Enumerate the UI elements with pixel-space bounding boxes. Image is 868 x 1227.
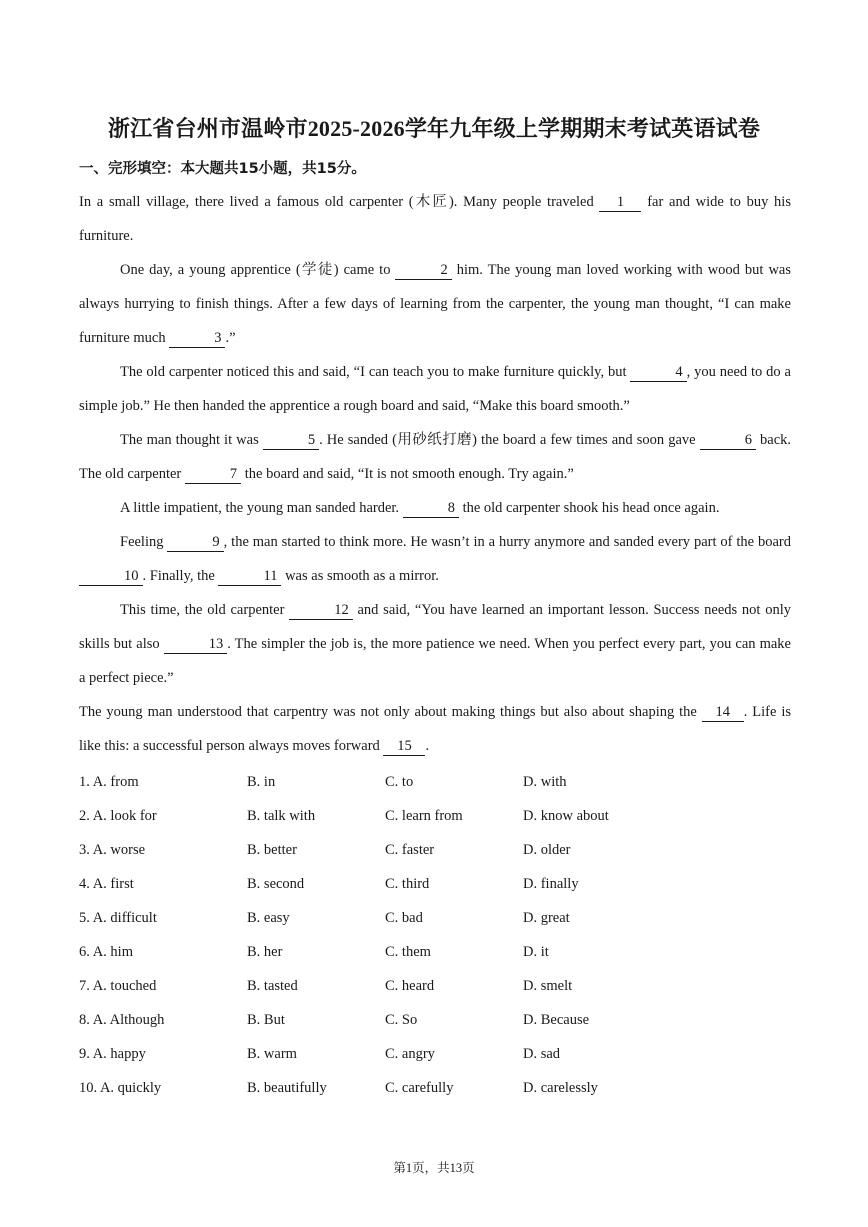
blank-10: 10 (79, 568, 143, 586)
option-b: B. her (247, 944, 283, 960)
text: . Finally, the (142, 568, 219, 584)
text: A little impatient, the young man sanded harder. (120, 500, 403, 516)
paragraph-8 (79, 695, 791, 763)
option-row-8 (79, 1003, 791, 1037)
cloze-passage (79, 185, 791, 763)
option-c: C. bad (385, 910, 423, 926)
option-d: D. sad (523, 1046, 561, 1062)
option-d: D. great (523, 910, 570, 926)
text: the board and said, “It is not smooth enough. Try again.” (241, 466, 574, 482)
blank-14: 14 (702, 704, 744, 722)
text: , you need to do a simple job.” He then handed the apprentice a rough board and said, “Make this board smooth.” (79, 364, 791, 414)
option-c: C. heard (385, 978, 435, 994)
blank-3: 3 (169, 330, 225, 348)
option-row-10 (79, 1071, 791, 1105)
text: him. The young man loved working with wood but was always hurrying to finish things. After a few days of learning from the carpenter, the young man thought, “I can make furniture much (79, 262, 791, 346)
option-row-3 (79, 833, 791, 867)
text: .” (225, 330, 236, 346)
blank-1: 1 (599, 194, 641, 212)
option-row-1 (79, 765, 791, 799)
paragraph-1 (79, 185, 791, 253)
text: . The simpler the job is, the more patience we need. When you perfect every part, you can make a perfect piece.” (79, 636, 791, 686)
text: was as smooth as a mirror. (281, 568, 439, 584)
option-c: C. faster (385, 842, 435, 858)
text: . He sanded (用砂纸打磨) the board a few times and soon gave (319, 432, 700, 448)
option-d: D. smelt (523, 978, 573, 994)
option-d: D. with (523, 774, 567, 790)
option-b: B. warm (247, 1046, 297, 1062)
option-b: B. second (247, 876, 305, 892)
option-b: B. easy (247, 910, 290, 926)
option-a: 2. A. look for (79, 808, 157, 824)
option-a: 8. A. Although (79, 1012, 165, 1028)
option-row-2 (79, 799, 791, 833)
text: . Life is like this: a successful person always moves forward (79, 704, 791, 754)
option-a: 7. A. touched (79, 978, 157, 994)
page-title: 浙江省台州市温岭市2025-2026学年九年级上学期期末考试英语试卷 (107, 116, 761, 141)
option-d: D. it (523, 944, 549, 960)
text: The old carpenter noticed this and said, “I can teach you to make furniture quickly, but (120, 364, 631, 380)
option-a: 5. A. difficult (79, 910, 157, 926)
blank-6: 6 (700, 432, 756, 450)
option-a: 6. A. him (79, 944, 133, 960)
option-row-5 (79, 901, 791, 935)
option-row-6 (79, 935, 791, 969)
text: One day, a young apprentice (学徒) came to (120, 262, 396, 278)
text: back. The old carpenter (79, 432, 792, 482)
option-d: D. older (523, 842, 571, 858)
blank-2: 2 (395, 262, 451, 280)
option-b: B. tasted (247, 978, 298, 994)
option-row-4 (79, 867, 791, 901)
paragraph-3 (79, 355, 791, 423)
option-d: D. know about (523, 808, 609, 824)
option-d: D. finally (523, 876, 579, 892)
text: Feeling (120, 534, 168, 550)
option-c: C. third (385, 876, 430, 892)
paragraph-2 (79, 253, 791, 355)
text: This time, the old carpenter (120, 602, 290, 618)
text: far and wide to buy his furniture. (79, 194, 791, 244)
option-a: 10. A. quickly (79, 1080, 162, 1096)
option-a: 3. A. worse (79, 842, 146, 858)
blank-4: 4 (630, 364, 686, 382)
option-d: D. carelessly (523, 1080, 598, 1096)
text: . (425, 738, 430, 754)
text: , the man started to think more. He wasn’t in a hurry anymore and sanded every part of the board (223, 534, 791, 550)
option-c: C. carefully (385, 1080, 454, 1096)
option-d: D. Because (523, 1012, 590, 1028)
paragraph-6 (79, 525, 791, 593)
blank-11: 11 (218, 568, 281, 586)
option-c: C. to (385, 774, 414, 790)
text: The young man understood that carpentry was not only about making things but also about shaping the (79, 704, 702, 720)
option-c: C. learn from (385, 808, 463, 824)
option-a: 9. A. happy (79, 1046, 146, 1062)
paragraph-5 (79, 491, 791, 525)
blank-13: 13 (164, 636, 228, 654)
option-b: B. talk with (247, 808, 316, 824)
blank-9: 9 (167, 534, 223, 552)
option-a: 4. A. first (79, 876, 134, 892)
paragraph-7 (79, 593, 791, 695)
option-b: B. beautifully (247, 1080, 327, 1096)
option-row-7 (79, 969, 791, 1003)
answer-options (79, 765, 791, 1105)
text: the old carpenter shook his head once again. (458, 500, 720, 516)
option-a: 1. A. from (79, 774, 139, 790)
option-c: C. them (385, 944, 431, 960)
option-b: B. But (247, 1012, 285, 1028)
text: and said, “You have learned an important lesson. Success needs not only skills but also (79, 602, 792, 652)
option-b: B. in (247, 774, 276, 790)
blank-8: 8 (403, 500, 459, 518)
blank-12: 12 (289, 602, 353, 620)
paragraph-4 (79, 423, 791, 491)
option-row-9 (79, 1037, 791, 1071)
option-b: B. better (247, 842, 297, 858)
blank-5: 5 (263, 432, 319, 450)
section-heading: 一、完形填空：本大题共15小题，共15分。 (79, 161, 366, 177)
option-c: C. angry (385, 1046, 435, 1062)
blank-15: 15 (383, 738, 425, 756)
text: The man thought it was (120, 432, 263, 448)
blank-7: 7 (185, 466, 241, 484)
page-number: 第1页，共13页 (393, 1161, 475, 1175)
option-c: C. So (385, 1012, 418, 1028)
text: In a small village, there lived a famous old carpenter (木匠). Many people traveled (79, 194, 600, 210)
